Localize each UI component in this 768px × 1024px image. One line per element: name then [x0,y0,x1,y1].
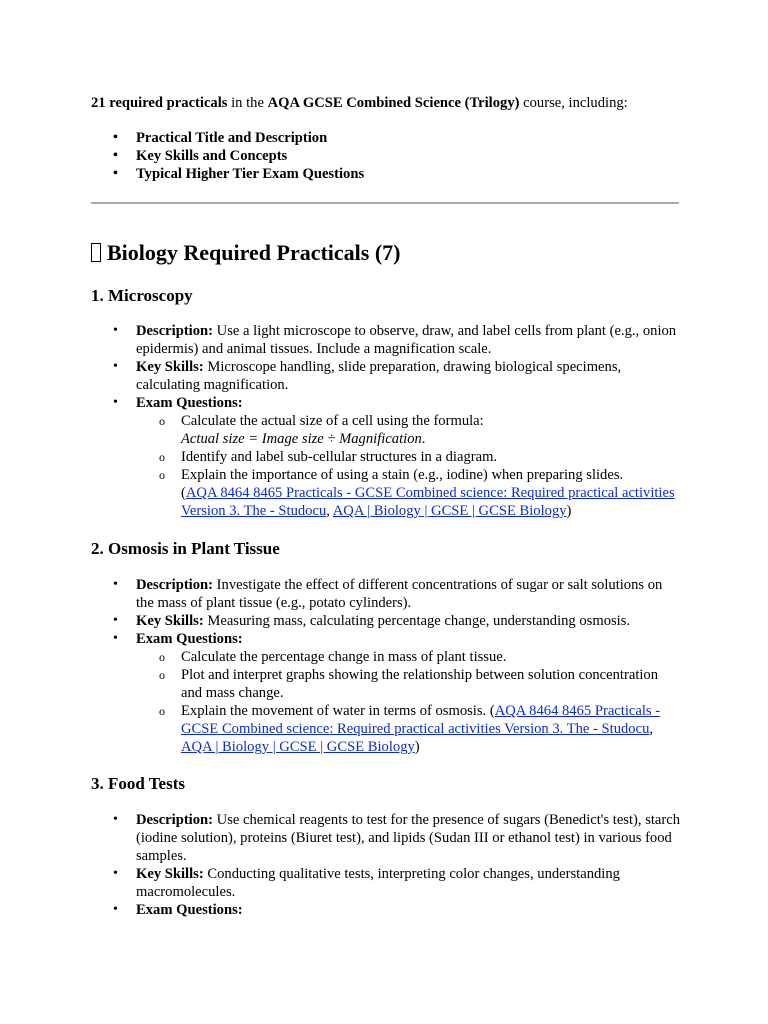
gcse-biology-link[interactable]: AQA | Biology | GCSE | GCSE Biology [332,503,567,519]
studocu-link[interactable]: AQA 8464 8465 Practicals - GCSE Combined science: Required practical activities Version 3. The - Studocu [181,703,661,737]
formula-text: Actual size = Image size ÷ Magnification [181,431,422,447]
intro-list [91,129,681,183]
practical-3-heading: 3. Food Tests [91,774,185,793]
exam-question-list [136,412,681,520]
practical-1-exam-questions [91,394,681,520]
description-label: Description: [136,323,214,339]
exam-questions-label: Exam Questions: [136,395,243,411]
practical-2-key-skills [91,612,681,630]
exam-question: o Identify and label sub-cellular structures in a diagram. [136,448,681,466]
practical-2-exam-questions [91,630,681,756]
practical-2-heading: 2. Osmosis in Plant Tissue [91,539,280,558]
description-text: Investigate the effect of different concentrations of sugar or salt solutions on the mass of plant tissue (e.g., potato cylinders). [136,577,663,611]
gcse-biology-link[interactable]: AQA | Biology | GCSE | GCSE Biology [181,739,415,755]
intro-list-item: • Key Skills and Concepts [91,147,681,165]
description-text: Use chemical reagents to test for the presence of sugars (Benedict's test), starch (iodine solution), proteins (Biuret test), and lipids (Sudan III or ethanol test) in various food samples. [136,812,681,864]
missing-glyph-box-icon [91,243,101,262]
section-heading [91,240,681,266]
exam-question: o Explain the importance of using a stain (e.g., iodine) when preparing slides. (AQA 8464 8465 Practicals - GCSE Combined science: Required practical activities Version 3. The - Studocu, AQA | Biology | GCSE | GCSE Biology) [136,466,681,520]
practical-1-list [91,322,681,520]
practical-3-key-skills [91,865,681,901]
exam-question: o Explain the movement of water in terms of osmosis. (AQA 8464 8465 Practicals - GCSE Combined science: Required practical activities Version 3. The - Studocu, AQA | Biology | GCSE | GCSE Biology) [136,702,681,756]
practical-2-description [91,576,681,612]
key-skills-text: Measuring mass, calculating percentage change, understanding osmosis. [203,613,631,629]
practical-3-exam-questions [91,901,681,919]
exam-question-list [136,648,681,756]
description-label: Description: [136,577,214,593]
key-skills-label: Key Skills: [136,866,204,882]
exam-question: o Calculate the percentage change in mass of plant tissue. [136,648,681,666]
horizontal-rule [91,202,679,204]
practical-1-heading: 1. Microscopy [91,286,193,305]
key-skills-label: Key Skills: [136,359,204,375]
studocu-link[interactable]: AQA 8464 8465 Practicals - GCSE Combined science: Required practical activities Version 3. The - Studocu [181,485,675,519]
exam-questions-label: Exam Questions: [136,631,243,647]
description-text: Use a light microscope to observe, draw, and label cells from plant (e.g., onion epidermis) and animal tissues. Include a magnification scale. [136,323,677,357]
exam-questions-label: Exam Questions: [136,902,243,918]
intro-paragraph [91,94,681,112]
exam-question: o Plot and interpret graphs showing the relationship between solution concentration and mass change. [136,666,681,702]
description-label: Description: [136,812,214,828]
exam-question: o Calculate the actual size of a cell using the formula: Actual size = Image size ÷ Magnification. [136,412,681,448]
practical-3-list [91,811,681,919]
practical-3-description [91,811,681,865]
key-skills-text: Conducting qualitative tests, interpreting color changes, understanding macromolecules. [136,866,620,900]
key-skills-label: Key Skills: [136,613,204,629]
intro-course: AQA GCSE Combined Science (Trilogy) [267,95,520,111]
practical-1-key-skills [91,358,681,394]
document-page [91,94,681,919]
intro-end-text: course, including: [519,95,628,111]
practical-1-description [91,322,681,358]
intro-list-item: • Typical Higher Tier Exam Questions [91,165,681,183]
intro-count: 21 required practicals [91,95,228,111]
key-skills-text: Microscope handling, slide preparation, drawing biological specimens, calculating magnification. [136,359,622,393]
section-title: Biology Required Practicals (7) [107,240,401,265]
practical-2-list [91,576,681,756]
intro-list-item: • Practical Title and Description [91,129,681,147]
intro-mid-text: in the [227,95,268,111]
